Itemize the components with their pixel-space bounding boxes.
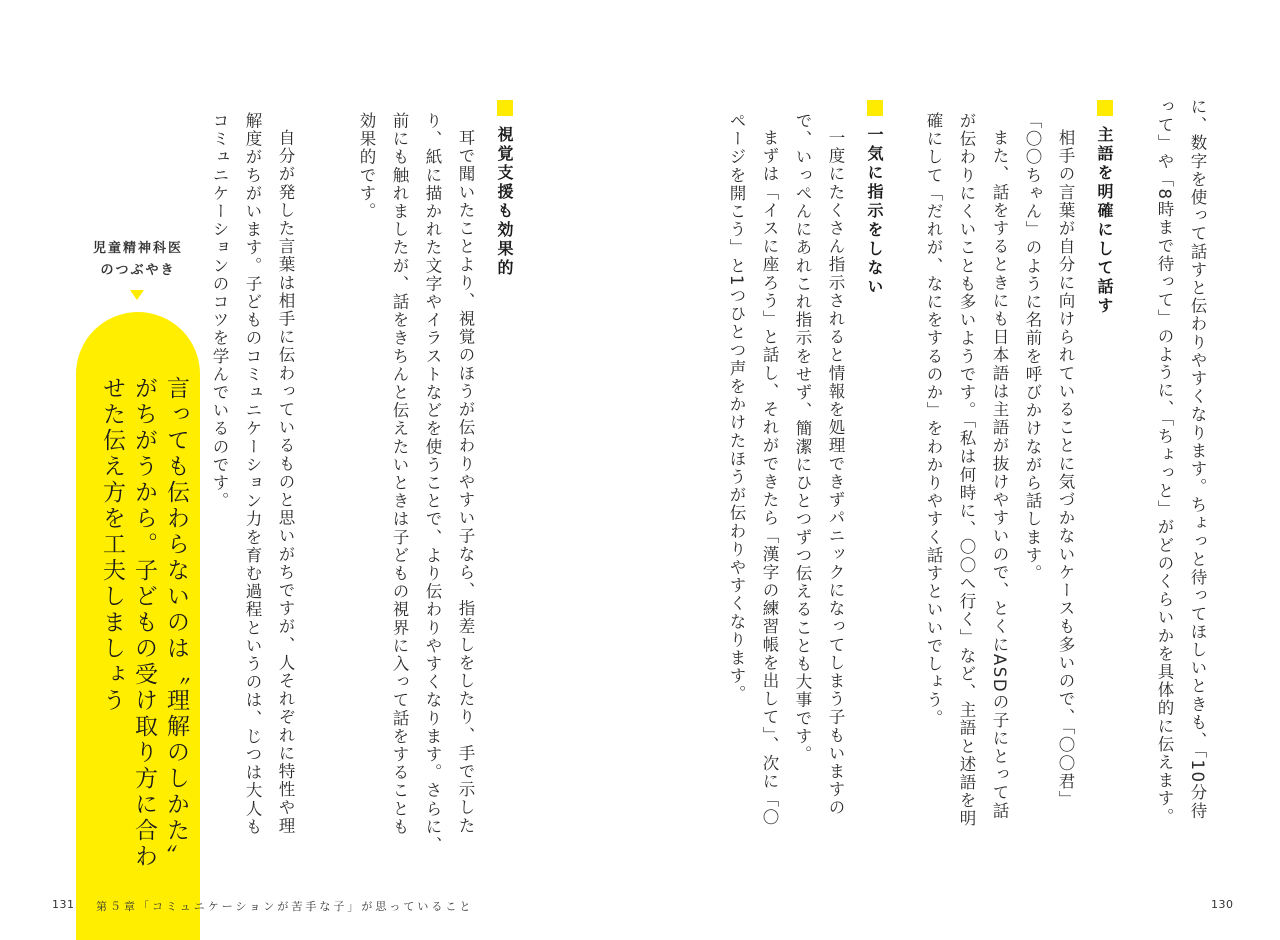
running-head: 第５章「コミュニケーションが苦手な子」が思っていること	[96, 900, 474, 913]
bubble-line: 言っても伝わらないのは〝理解のしかた〟	[163, 376, 189, 870]
text-line: 耳で聞いたことより、視覚のほうが伝わりやすい子なら、指差しをしたり、手で示した	[456, 128, 475, 835]
text-line: 自分が発した言葉は相手に伝わっているものと思いがちですが、人それぞれに特性や理	[276, 128, 295, 835]
text-line: 前にも触れましたが、話をきちんと伝えたいときは子どもの視界に入って話をすることも	[390, 112, 409, 836]
section1-body	[917, 112, 1082, 828]
page-number-left: 131	[52, 898, 75, 911]
text-line: 確にして「だれが、なにをするのか」をわかりやすく話すといいでしょう。	[924, 112, 943, 728]
text-line: 相手の言葉が自分に向けられていることに気づかないケースも多いので、「〇〇君」	[1056, 128, 1075, 809]
closing-paragraph	[203, 112, 302, 836]
note-label-line: 児童精神科医	[92, 241, 183, 256]
text-line: コミュニケーションのコツを学んでいるのです。	[210, 112, 229, 511]
page-number-right: 130	[1211, 898, 1234, 911]
down-arrow-icon	[130, 290, 144, 300]
heading-marker	[867, 100, 883, 116]
text-line: で、いっぺんにあれこれ指示をせず、簡潔にひとつずつ伝えることも大事です。	[793, 112, 812, 764]
heading-marker	[1097, 100, 1113, 116]
section3-body	[350, 112, 482, 854]
bubble-text	[96, 376, 192, 870]
text-line: まずは「イスに座ろう」と話し、それができたら「漢字の練習帳を出して」、次に「〇	[760, 128, 779, 827]
psychiatrist-note-label	[78, 238, 198, 282]
bubble-line: せた伝え方を工夫しましょう	[99, 376, 125, 714]
text-line: 解度がちがいます。子どものコミュニケーション力を育む過程というのは、じつは大人も	[243, 112, 262, 836]
section2-body	[720, 112, 852, 826]
text-line: に、数字を使って話すと伝わりやすくなります。ちょっと待ってほしいときも、「10分待	[1188, 98, 1207, 820]
text-line: って」や「8時まで待って」のように、「ちょっと」がどのくらいかを具体的に伝えます。	[1155, 98, 1174, 826]
section-heading-one-at-a-time: 一気に指示をしない	[865, 126, 884, 297]
note-label-line: のつぶやき	[100, 263, 176, 278]
text-line: が伝わりにくいことも多いようです。「私は何時に、〇〇へ行く」など、主語と述語を明	[957, 112, 976, 828]
text-line: 効果的です。	[357, 112, 376, 221]
text-line: り、紙に描かれた文字やイラストなどを使うことで、より伝わりやすくなります。さらに、	[423, 112, 442, 855]
intro-text	[1148, 98, 1214, 826]
section-heading-visual-support: 視覚支援も効果的	[495, 126, 514, 278]
section-heading-subject: 主語を明確にして話す	[1095, 126, 1114, 316]
heading-marker	[497, 100, 513, 116]
text-line: 一度にたくさん指示されると情報を処理できずパニックになってしまう子もいますの	[826, 128, 845, 817]
bubble-line: がちがうから。子どもの受け取り方に合わ	[131, 376, 157, 870]
text-line: また、話をするときにも日本語は主語が抜けやすいので、とくにASDの子にとって話	[990, 128, 1009, 820]
text-line: 「〇〇ちゃん」のように名前を呼びかけながら話します。	[1023, 112, 1042, 583]
text-line: ページを開こう」と1つひとつ声をかけたほうが伝わりやすくなります。	[727, 112, 746, 704]
